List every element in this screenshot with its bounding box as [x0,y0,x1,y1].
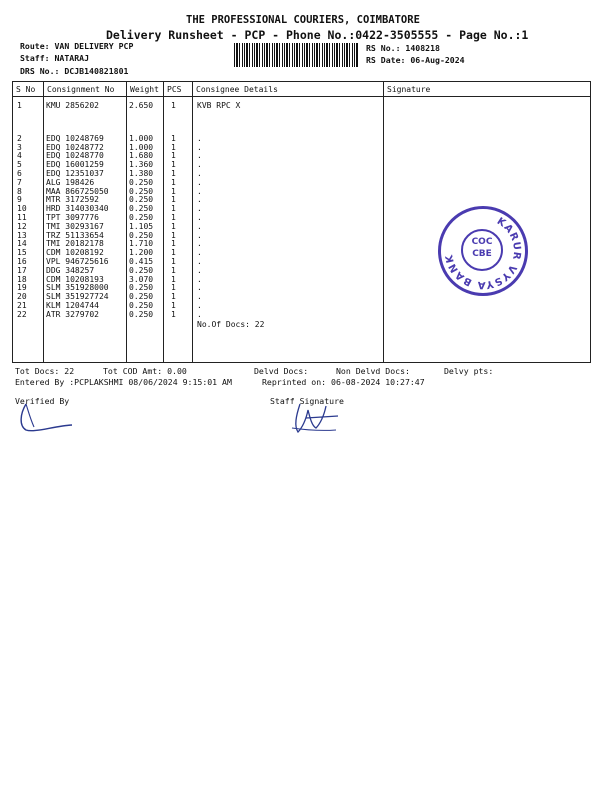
row-wt: 1.380 [129,168,154,178]
verified-by-label: Verified By [15,396,70,406]
row-wt: 0.250 [129,177,154,187]
consignment-column [44,97,127,363]
row-pcs: 1 [171,177,176,187]
row-sno: 22 [17,309,27,319]
row-wt: 0.250 [129,212,154,222]
row-cons: TRZ 51133654 [46,230,104,240]
row-wt: 0.250 [129,292,154,302]
row-pcs: 1 [171,186,176,196]
row-wt: 0.250 [129,230,154,240]
row-wt: 0.250 [129,204,154,214]
row-sno: 6 [17,168,22,178]
row-details: . [197,160,202,170]
row-details: KVB RPC X [197,101,241,110]
row-wt: 0.250 [129,283,154,293]
row-sno: 9 [17,195,22,205]
row-details: . [197,151,202,161]
row-sno: 19 [17,283,27,293]
row-wt: 0.250 [129,195,154,205]
row-pcs: 1 [171,221,176,231]
row-pcs: 1 [171,160,176,170]
row-sno: 5 [17,160,22,170]
row-sno: 10 [17,204,27,214]
row-pcs: 1 [171,151,176,161]
row-wt: 0.250 [129,309,154,319]
row-cons: EDQ 10248772 [46,142,104,152]
table-bottom-border [12,362,591,363]
row-details: . [197,195,202,205]
row-pcs: 1 [171,239,176,249]
row-pcs: 1 [171,101,176,110]
row-pcs: 1 [171,204,176,214]
barcode [234,43,358,67]
row-cons: CDM 10208192 [46,248,104,258]
row-details: . [197,265,202,275]
row-pcs: 1 [171,256,176,266]
row-wt: 1.680 [129,151,154,161]
row-details: . [197,239,202,249]
row-details: . [197,292,202,302]
row-pcs: 1 [171,248,176,258]
row-cons: HRD 314030340 [46,204,109,214]
company-name: THE PROFESSIONAL COURIERS, COIMBATORE [186,14,420,26]
row-wt: 2.650 [129,101,154,110]
route-label: Route: VAN DELIVERY PCP [20,41,134,51]
row-pcs: 1 [171,292,176,302]
row-details: . [197,186,202,196]
row-wt: 0.250 [129,186,154,196]
row-cons: ATR 3279702 [46,309,99,319]
row-wt: 1.710 [129,239,154,249]
row-wt: 1.000 [129,142,154,152]
rs-number: RS No.: 1408218 [366,43,440,53]
runsheet-title: Delivery Runsheet - PCP - Phone No.:0422-3505555 - Page No.:1 [106,28,529,42]
row-sno: 21 [17,300,27,310]
row-cons: EDQ 16001259 [46,160,104,170]
row-cons: KLM 1204744 [46,300,99,310]
row-sno: 16 [17,256,27,266]
col-pcs: PCS [164,82,193,97]
row-sno: 12 [17,221,27,231]
row-details: . [197,248,202,258]
row-sno: 13 [17,230,27,240]
tot-cod-amt: Tot COD Amt: 0.00 [103,366,187,376]
row-cons: SLM 351927724 [46,292,109,302]
stamp-inner-top: COC [471,237,493,247]
row-wt: 1.360 [129,160,154,170]
row-pcs: 1 [171,283,176,293]
staff-signature-label: Staff Signature [270,396,344,406]
row-wt: 1.000 [129,133,154,143]
row-pcs: 1 [171,309,176,319]
staff-signature [286,398,346,438]
row-cons: EDQ 10248769 [46,133,104,143]
no-of-docs: No.Of Docs: 22 [197,319,265,329]
sno-column [13,97,44,363]
entered-by: Entered By :PCPLAKSHMI 08/06/2024 9:15:01 AM [15,377,232,387]
row-cons: MTR 3172592 [46,195,99,205]
row-details: . [197,309,202,319]
row-details: . [197,212,202,222]
row-details: . [197,142,202,152]
row-cons: TMI 30293167 [46,221,104,231]
row-details: . [197,133,202,143]
row-wt: 0.415 [129,256,154,266]
row-cons: EDQ 12351037 [46,168,104,178]
col-signature: Signature [384,82,591,97]
row-sno: 11 [17,212,27,222]
col-sno: S No [13,82,44,97]
row-sno: 14 [17,239,27,249]
row-sno: 3 [17,142,22,152]
row-pcs: 1 [171,265,176,275]
row-sno: 8 [17,186,22,196]
row-pcs: 1 [171,274,176,284]
row-details: . [197,177,202,187]
stamp-ring-text: KARUR VYSYA BANK [443,215,523,291]
row-cons: DDG 348257 [46,265,95,275]
row-sno: 18 [17,274,27,284]
consignee-column [193,97,384,363]
row-sno: 2 [17,133,22,143]
col-consignment: Consignment No [44,82,127,97]
weight-column [127,97,164,363]
delivery-points: Delvy pts: [444,366,494,376]
stamp-inner-bottom: CBE [472,249,492,259]
row-cons: SLM 351928000 [46,283,109,293]
row-pcs: 1 [171,195,176,205]
row-details: . [197,221,202,231]
row-pcs: 1 [171,300,176,310]
row-details: . [197,283,202,293]
row-pcs: 1 [171,212,176,222]
row-cons: TMI 20182178 [46,239,104,249]
row-cons: TPT 3097776 [46,212,99,222]
bank-stamp-inner [461,229,503,271]
row-details: . [197,300,202,310]
row-sno: 20 [17,292,27,302]
pcs-column [164,97,193,363]
row-pcs: 1 [171,133,176,143]
row-sno: 17 [17,265,27,275]
row-pcs: 1 [171,230,176,240]
col-consignee: Consignee Details [193,82,384,97]
row-sno: 15 [17,248,27,258]
row-pcs: 1 [171,168,176,178]
row-wt: 1.200 [129,248,154,258]
row-cons: CDM 10208193 [46,274,104,284]
row-cons: EDQ 10248770 [46,151,104,161]
row-sno: 7 [17,177,22,187]
col-weight: Weight [127,82,164,97]
row-details: . [197,230,202,240]
row-details: . [197,274,202,284]
delivered-docs: Delvd Docs: [254,366,309,376]
row-sno: 4 [17,151,22,161]
row-cons: VPL 946725616 [46,256,109,266]
staff-label: Staff: NATARAJ [20,53,90,63]
drs-number: DRS No.: DCJB140821801 [20,66,129,76]
bank-stamp [438,206,528,296]
tot-docs: Tot Docs: 22 [15,366,75,376]
row-cons: KMU 2856202 [46,101,99,110]
row-wt: 1.105 [129,221,154,231]
row-details: . [197,204,202,214]
row-wt: 3.070 [129,274,154,284]
row-pcs: 1 [171,142,176,152]
row-cons: ALG 198426 [46,177,95,187]
row-details: . [197,256,202,266]
verifier-signature [14,400,84,436]
non-delivered-docs: Non Delvd Docs: [336,366,410,376]
row-wt: 0.250 [129,265,154,275]
row-details: . [197,168,202,178]
reprinted-on: Reprinted on: 06-08-2024 10:27:47 [262,377,425,387]
row-cons: MAA 866725050 [46,186,109,196]
row-wt: 0.250 [129,300,154,310]
row-sno: 1 [17,101,22,110]
rs-date: RS Date: 06-Aug-2024 [366,55,465,65]
